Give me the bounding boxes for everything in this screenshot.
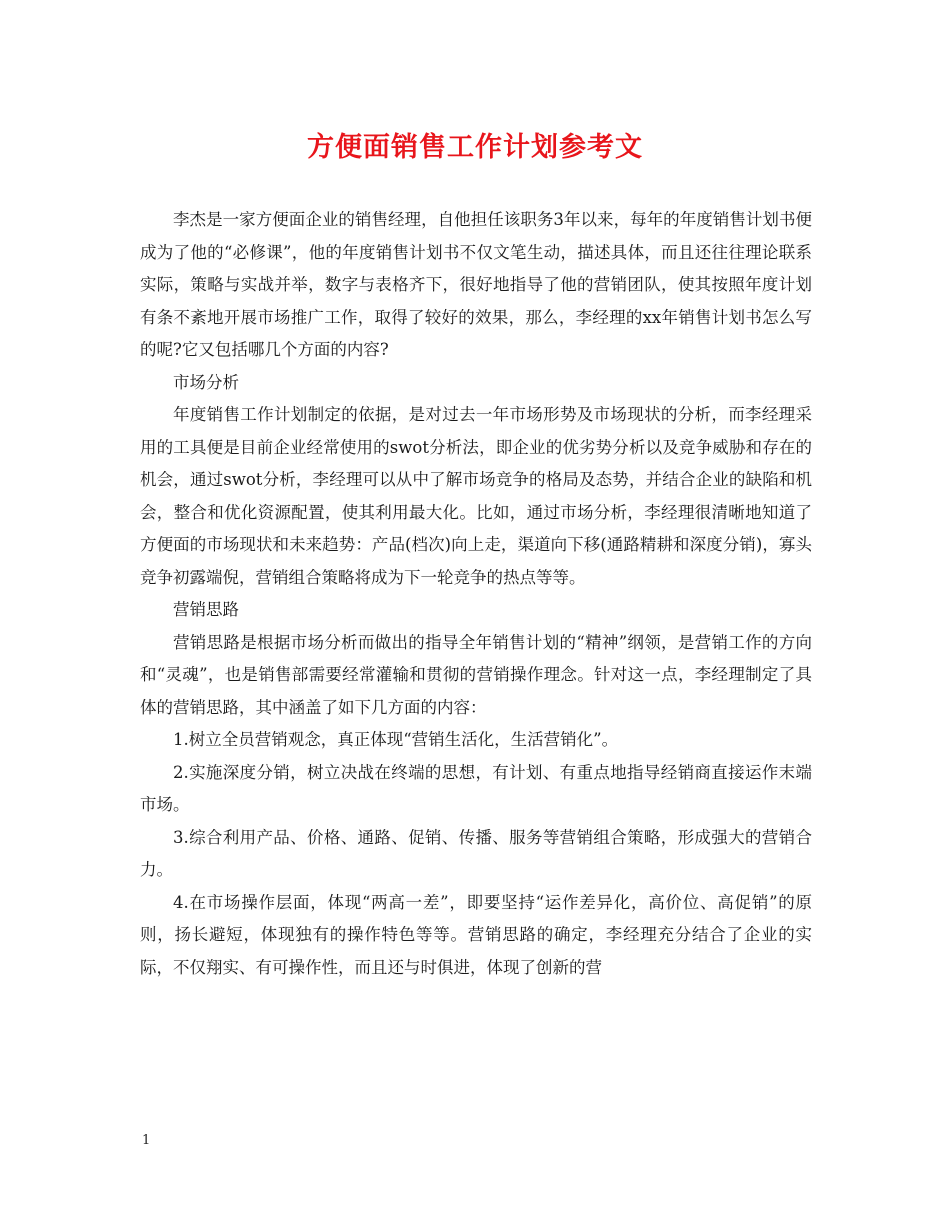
list-item-4: 4.在市场操作层面，体现“两高一差”，即要坚持“运作差异化，高价位、高促销”的原则，扬长避短，体现独有的操作特色等等。营销思路的确定，李经理充分结合了企业的实际，不仅翔实、有可操作性，而且还与时俱进，体现了创新的营	[140, 892, 812, 977]
marketing-approach-paragraph: 营销思路是根据市场分析而做出的指导全年销售计划的“精神”纲领，是营销工作的方向和“灵魂”，也是销售部需要经常灌输和贯彻的营销操作理念。针对这一点，李经理制定了具体的营销思路，其中涵盖了如下几方面的内容：	[140, 632, 812, 717]
list-item-3: 3.综合利用产品、价格、通路、促销、传播、服务等营销组合策略，形成强大的营销合力。	[140, 827, 812, 879]
list-item-2: 2.实施深度分销，树立决战在终端的思想，有计划、有重点地指导经销商直接运作末端市场。	[140, 762, 812, 814]
list-item-1: 1.树立全员营销观念，真正体现“营销生活化，生活营销化”。	[173, 730, 619, 749]
section-heading-marketing-approach: 营销思路	[173, 600, 239, 619]
document-body	[140, 204, 812, 984]
page-number: 1	[142, 1133, 151, 1148]
market-analysis-paragraph: 年度销售工作计划制定的依据，是对过去一年市场形势及市场现状的分析，而李经理采用的工具便是目前企业经常使用的swot分析法，即企业的优劣势分析以及竞争威胁和存在的机会，通过swot分析，李经理可以从中了解市场竞争的格局及态势，并结合企业的缺陷和机会，整合和优化资源配置，使其利用最大化。比如，通过市场分析，李经理很清晰地知道了方便面的市场现状和未来趋势：产品(档次)向上走，渠道向下移(通路精耕和深度分销)，寡头竞争初露端倪，营销组合策略将成为下一轮竞争的热点等等。	[140, 405, 812, 587]
intro-paragraph: 李杰是一家方便面企业的销售经理，自他担任该职务3年以来，每年的年度销售计划书便成为了他的“必修课”，他的年度销售计划书不仅文笔生动，描述具体，而且还往往理论联系实际，策略与实战并举，数字与表格齐下，很好地指导了他的营销团队，使其按照年度计划有条不紊地开展市场推广工作，取得了较好的效果，那么，李经理的xx年销售计划书怎么写的呢?它又包括哪几个方面的内容?	[140, 210, 812, 359]
section-heading-market-analysis: 市场分析	[173, 372, 239, 392]
document-title: 方便面销售工作计划参考文	[307, 132, 643, 163]
